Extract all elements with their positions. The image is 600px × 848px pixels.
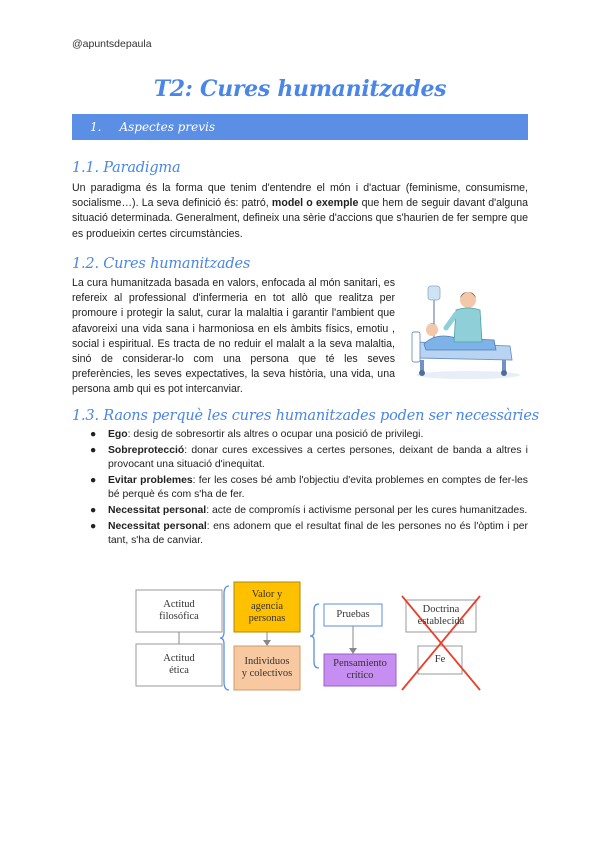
label-line: personas [248,613,286,624]
box-actitud-filosofica [136,590,222,632]
label-line: Individuos [244,656,290,667]
box-valor-agencia [234,582,300,632]
list-item-term: Necessitat personal [108,520,207,532]
list-item [90,444,528,473]
label-line: ética [169,665,189,676]
bullet: ● [90,504,97,516]
box-fe [418,646,462,674]
label-line: crítico [346,670,374,681]
box-actitud-etica [136,644,222,686]
paragraph-paradigma [72,181,528,242]
nurse-patient-illustration [406,280,528,380]
wheel-right [501,370,507,376]
bullet: ● [90,444,97,456]
list-item-text: : desig de sobresortir als altres o ocupar una posició de privilegi. [127,429,424,440]
wheel-left [419,370,425,376]
box-doctrina [406,600,476,632]
heading-raons: 1.3. Raons perquè les cures humanitzades poden ser necessàries [72,408,539,424]
label-line: Doctrina [422,604,460,615]
reasons-list [90,428,528,550]
list-item-term: Ego [108,429,128,440]
label-line: filosófica [159,611,199,622]
label-line: Valor y [251,589,283,600]
section-title: Aspectes previs [119,120,215,134]
box-individuos [234,646,300,690]
list-item-text: : ens adonem que el resultat final de les persones no és l'òptim i per tant, s'ha de canviar. [108,520,528,547]
list-item [90,520,528,549]
list-item-text: : acte de compromís i activisme personal per les cures humanitzades. [206,504,528,516]
label-line: agencia [250,601,284,612]
page-title: T2: Cures humanitzades [153,76,447,102]
bed-head-shape [412,332,420,362]
paragraph-cures: La cura humanitzada basada en valors, enfocada al món sanitari, es refereix al professional d'infermeria en tot allò que realitza per promoure i protegir la salut, curar la malaltia i garantir l'ambient que afavoreixi una vida sana i harmoniosa en els àmbits físics, emotiu , social i espiritual. Es tracta de no reduir el malalt a la seva malaltia, sinó de considerar-lo com una persona que té les seves preferències, les seves expectatives, la seva història, una vida, una persona amb qui es pot intercanviar. [72,277,395,396]
concept-diagram [134,578,486,698]
list-item [90,474,528,503]
label-line: Actitud [163,653,195,664]
label-line: Actitud [163,599,195,610]
heading-cures: 1.2. Cures humanitzades [72,256,251,272]
list-item [90,428,528,443]
list-item-text: : fer les coses bé amb l'objectiu d'evita problemes en comptes de fer-les bé perquè és com s'ha de fer. [108,474,528,501]
list-item-term: Sobreprotecció [108,444,185,456]
section-number: 1. [90,120,102,134]
patient-head [426,324,438,336]
list-item-term: Evitar problemes [108,474,193,486]
heading-paradigma: 1.1. Paradigma [72,160,181,176]
list-item [90,504,528,519]
watermark: @apuntsdepaula [72,38,152,50]
iv-bag [428,286,440,300]
label-line: establecida [417,616,465,627]
paradigma-text-a: Un paradigma és la forma que tenim d'entendre el món i d'actuar (feminisme, consumisme, socialisme…). La seva definició és: patró, [72,182,528,210]
nurse-arm [446,314,456,328]
bullet: ● [90,474,97,486]
box-pruebas [324,604,382,626]
label-line: y colectivos [241,668,293,679]
label-line: Fe [434,654,446,665]
paradigma-text-b: que hem de seguir davant d'alguna situació determinada. Generalment, defineix una sèrie d'accions que s'haurien de fer sempre que es produeixin certes circumstàncies. [72,197,528,240]
list-item-text: : donar cures excessives a certes persones, deixant de banda a altres i provocant una situació d'inequitat. [108,444,528,471]
brace-right [310,604,319,668]
section-header [72,114,528,140]
bullet: ● [90,429,97,440]
list-item-term: Necessitat personal [108,504,207,516]
box-pensamiento [324,654,396,686]
bullet: ● [90,520,97,532]
label-line: Pensamiento [333,658,387,669]
paradigma-bold: model o exemple [271,197,359,210]
label-line: Pruebas [336,609,370,620]
